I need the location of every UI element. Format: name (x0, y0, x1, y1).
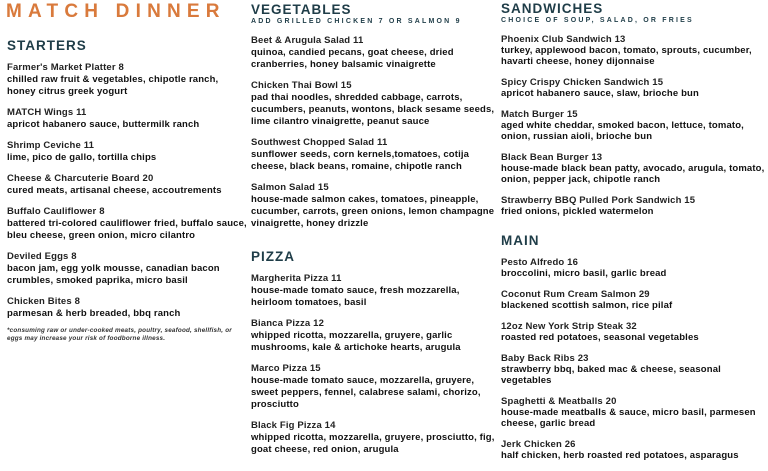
menu-item-description: half chicken, herb roasted red potatoes, asparagus (501, 450, 739, 461)
menu-item (501, 257, 766, 279)
menu-item-description: sunflower seeds, corn kernels,tomatoes, cotija cheese, black beans, romaine, chipotle ranch (251, 149, 470, 172)
menu-item (251, 318, 496, 354)
menu-item-name: Chicken Thai Bowl 15 (251, 80, 352, 91)
menu-item-name: Jerk Chicken 26 (501, 439, 576, 450)
menu-item-description: pad thai noodles, shredded cabbage, carrots, cucumbers, peanuts, wontons, black sesame seeds, lime cilantro vinaigrette, peanut sauce (251, 92, 495, 127)
consumer-advisory-note: *consuming raw or under-cooked meats, poultry, seafood, shellfish, or eggs may increase your risk of foodborne illness. (7, 327, 232, 342)
menu-item-name: Buffalo Cauliflower 8 (7, 206, 105, 217)
menu-item-description: apricot habanero sauce, slaw, brioche bun (501, 88, 699, 99)
menu-item-name: Black Bean Burger 13 (501, 152, 603, 163)
menu-item-name: Cheese & Charcuterie Board 20 (7, 173, 154, 184)
menu-item-name: Bianca Pizza 12 (251, 318, 325, 329)
menu-item-name: Margherita Pizza 11 (251, 273, 342, 284)
menu-item-description: fried onions, pickled watermelon (501, 206, 654, 217)
menu-item (251, 273, 496, 309)
menu-item (7, 107, 247, 131)
menu-item-name: Shrimp Ceviche 11 (7, 140, 95, 151)
menu-item-description: house-made tomato sauce, fresh mozzarella, heirloom tomatoes, basil (251, 285, 460, 308)
section-subheading-vegetables: ADD GRILLED CHICKEN 7 OR SALMON 9 (251, 18, 462, 25)
main-list (501, 257, 766, 461)
section-subheading-sandwiches: CHOICE OF SOUP, SALAD, OR FRIES (501, 17, 694, 24)
menu-item-description: cured meats, artisanal cheese, accoutrements (7, 185, 222, 196)
menu-item-name: Pesto Alfredo 16 (501, 257, 579, 268)
menu-title: MATCH DINNER (6, 1, 226, 22)
menu-item-description: roasted red potatoes, seasonal vegetables (501, 332, 699, 343)
menu-item-description: house-made tomato sauce, mozzarella, gruyere, sweet peppers, fennel, calabrese salami, chorizo, prosciutto (251, 375, 481, 410)
menu-item (501, 195, 766, 217)
menu-item (251, 182, 496, 230)
menu-item-description: apricot habanero sauce, buttermilk ranch (7, 119, 200, 130)
menu-item-description: house-made salmon cakes, tomatoes, pineapple, cucumber, carrots, green onions, lemon champagne vinaigrette, honey drizzle (251, 194, 495, 229)
menu-item (7, 140, 247, 164)
menu-item (251, 363, 496, 411)
menu-item-name: Marco Pizza 15 (251, 363, 321, 374)
menu-item-name: Beet & Arugula Salad 11 (251, 35, 364, 46)
menu-item (501, 289, 766, 311)
menu-item-description: quinoa, candied pecans, goat cheese, dried cranberries, honey balsamic vinaigrette (251, 47, 454, 70)
menu-item (251, 35, 496, 71)
menu-item (501, 439, 766, 461)
menu-item-name: Coconut Rum Cream Salmon 29 (501, 289, 650, 300)
menu-item-description: house-made black bean patty, avocado, arugula, tomato, onion, pepper jack, chipotle ranch (501, 163, 765, 185)
menu-item-description: broccolini, micro basil, garlic bread (501, 268, 667, 279)
menu-item (251, 420, 496, 456)
menu-item-name: Farmer's Market Platter 8 (7, 62, 124, 73)
menu-item-name: Deviled Eggs 8 (7, 251, 77, 262)
menu-item (501, 77, 766, 99)
column-left (7, 38, 247, 343)
column-right (501, 1, 766, 471)
menu-item (7, 173, 247, 197)
starters-list (7, 62, 247, 320)
pizza-list (251, 273, 496, 456)
menu-item (251, 80, 496, 128)
menu-item (7, 251, 247, 287)
menu-item-description: turkey, applewood bacon, tomato, sprouts, cucumber, havarti cheese, honey dijonnaise (501, 45, 752, 67)
menu-item (501, 152, 766, 185)
menu-item-name: Chicken Bites 8 (7, 296, 80, 307)
menu-item-name: Match Burger 15 (501, 109, 578, 120)
menu-item-name: Black Fig Pizza 14 (251, 420, 336, 431)
menu-item-name: Baby Back Ribs 23 (501, 353, 589, 364)
menu-item-description: blackened scottish salmon, rice pilaf (501, 300, 673, 311)
menu-item-description: parmesan & herb breaded, bbq ranch (7, 308, 181, 319)
menu-item (7, 62, 247, 98)
section-heading-main: MAIN (501, 233, 540, 248)
menu-item-description: aged white cheddar, smoked bacon, lettuce, tomato, onion, russian aioli, brioche bun (501, 120, 744, 142)
menu-item-name: Southwest Chopped Salad 11 (251, 137, 388, 148)
section-heading-sandwiches: SANDWICHES (501, 1, 604, 16)
menu-item-description: battered tri-colored cauliflower fried, buffalo sauce, bleu cheese, green onion, micro cilantro (7, 218, 247, 241)
section-heading-vegetables: VEGETABLES (251, 2, 352, 17)
menu-item-description: whipped ricotta, mozzarella, gruyere, prosciutto, fig, goat cheese, red onion, arugula (251, 432, 495, 455)
menu-item (7, 296, 247, 320)
vegetables-list (251, 35, 496, 230)
menu-item-name: Phoenix Club Sandwich 13 (501, 34, 626, 45)
menu-item-name: MATCH Wings 11 (7, 107, 87, 118)
sandwiches-list (501, 34, 766, 217)
column-middle (251, 2, 496, 465)
menu-item (501, 396, 766, 429)
menu-item (7, 206, 247, 242)
menu-item-description: lime, pico de gallo, tortilla chips (7, 152, 157, 163)
section-heading-pizza: PIZZA (251, 249, 295, 264)
menu-item-name: 12oz New York Strip Steak 32 (501, 321, 637, 332)
section-heading-starters: STARTERS (7, 38, 87, 53)
menu-item (251, 137, 496, 173)
menu-item-description: whipped ricotta, mozzarella, gruyere, garlic mushrooms, kale & artichoke hearts, arugula (251, 330, 461, 353)
menu-item-name: Spaghetti & Meatballs 20 (501, 396, 617, 407)
menu-item (501, 353, 766, 386)
menu-item-description: strawberry bbq, baked mac & cheese, seasonal vegetables (501, 364, 721, 386)
menu-item (501, 34, 766, 67)
menu-item (501, 109, 766, 142)
menu-item-name: Strawberry BBQ Pulled Pork Sandwich 15 (501, 195, 696, 206)
menu-item (501, 321, 766, 343)
menu-item-description: chilled raw fruit & vegetables, chipotle ranch, honey citrus greek yogurt (7, 74, 219, 97)
menu-item-name: Spicy Crispy Chicken Sandwich 15 (501, 77, 664, 88)
menu-item-name: Salmon Salad 15 (251, 182, 329, 193)
menu-item-description: house-made meatballs & sauce, micro basil, parmesen cheese, garlic bread (501, 407, 756, 429)
menu-item-description: bacon jam, egg yolk mousse, canadian bacon crumbles, smoked paprika, micro basil (7, 263, 220, 286)
